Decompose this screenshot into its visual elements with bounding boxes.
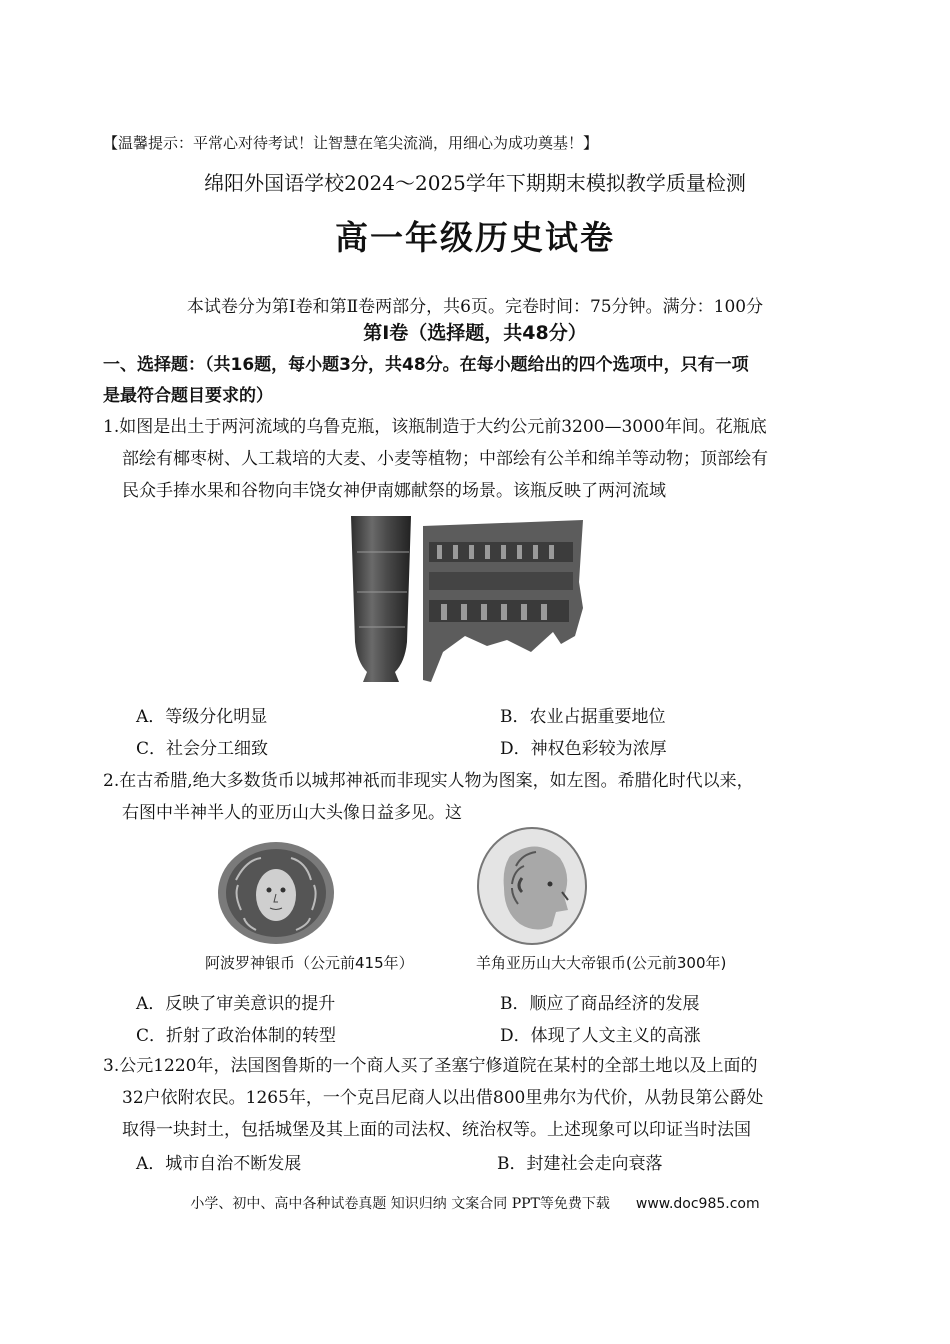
q2-line-2: 右图中半神半人的亚历山大头像日益多见。这 bbox=[122, 803, 462, 823]
section-instructions bbox=[103, 350, 863, 412]
exam-note: 本试卷分为第Ⅰ卷和第Ⅱ卷两部分，共6页。完卷时间：75分钟。满分：100分 bbox=[186, 297, 764, 317]
volume-heading: 第Ⅰ卷（选择题，共48分） bbox=[363, 322, 587, 344]
q2-caption-right: 羊角亚历山大大帝银币(公元前300年) bbox=[476, 954, 727, 972]
alexander-coin-image bbox=[476, 826, 588, 946]
section-line-2: 是最符合题目要求的） bbox=[103, 386, 273, 406]
page-footer bbox=[0, 1193, 950, 1213]
apollo-coin-image bbox=[216, 840, 336, 946]
q1-line-1: 1.如图是出土于两河流域的乌鲁克瓶，该瓶制造于大约公元前3200—3000年间。花瓶底 bbox=[103, 417, 767, 437]
q2-option-a: A．反映了审美意识的提升 bbox=[136, 994, 336, 1014]
q3-line-2: 32户依附农民。1265年，一个克吕尼商人以出借800里弗尔为代价，从勃艮第公爵处 bbox=[122, 1088, 764, 1108]
question-1-stem bbox=[103, 411, 863, 507]
question-2-stem bbox=[103, 765, 863, 829]
footer-text: 小学、初中、高中各种试卷真题 知识归纳 文案合同 PPT等免费下载 bbox=[190, 1196, 610, 1212]
q2-line-1: 2.在古希腊,绝大多数货币以城邦神祇而非现实人物为图案，如左图。希腊化时代以来， bbox=[103, 771, 754, 791]
q3-option-b: B．封建社会走向衰落 bbox=[497, 1154, 663, 1174]
q2-caption-left: 阿波罗神银币（公元前415年） bbox=[205, 954, 414, 972]
q3-option-a: A．城市自治不断发展 bbox=[136, 1154, 302, 1174]
school-exam-line: 绵阳外国语学校2024～2025学年下期期末模拟教学质量检测 bbox=[204, 171, 746, 195]
page-title: 高一年级历史试卷 bbox=[335, 218, 615, 257]
q1-line-2: 部绘有椰枣树、人工栽培的大麦、小麦等植物；中部绘有公羊和绵羊等动物；顶部绘有 bbox=[122, 449, 768, 469]
exam-tip: 【温馨提示：平常心对待考试！让智慧在笔尖流淌，用细心为成功奠基！】 bbox=[103, 134, 599, 152]
question-3-stem bbox=[103, 1050, 863, 1146]
q1-line-3: 民众手捧水果和谷物向丰饶女神伊南娜献祭的场景。该瓶反映了两河流域 bbox=[122, 481, 666, 501]
q1-option-b: B．农业占据重要地位 bbox=[500, 707, 666, 727]
q2-option-b: B．顺应了商品经济的发展 bbox=[500, 994, 700, 1014]
q1-option-d: D．神权色彩较为浓厚 bbox=[500, 739, 667, 759]
footer-url: www.doc985.com bbox=[635, 1196, 760, 1212]
q1-option-c: C．社会分工细致 bbox=[136, 739, 269, 759]
q3-line-1: 3.公元1220年，法国图鲁斯的一个商人买了圣塞宁修道院在某村的全部土地以及上面的 bbox=[103, 1056, 758, 1076]
uruk-vase-image bbox=[347, 512, 587, 684]
q2-option-c: C．折射了政治体制的转型 bbox=[136, 1026, 337, 1046]
q1-option-a: A．等级分化明显 bbox=[136, 707, 268, 727]
section-line-1: 一、选择题：（共16题，每小题3分，共48分。在每小题给出的四个选项中，只有一项 bbox=[103, 355, 749, 375]
q2-option-d: D．体现了人文主义的高涨 bbox=[500, 1026, 701, 1046]
q3-line-3: 取得一块封土，包括城堡及其上面的司法权、统治权等。上述现象可以印证当时法国 bbox=[122, 1120, 751, 1140]
